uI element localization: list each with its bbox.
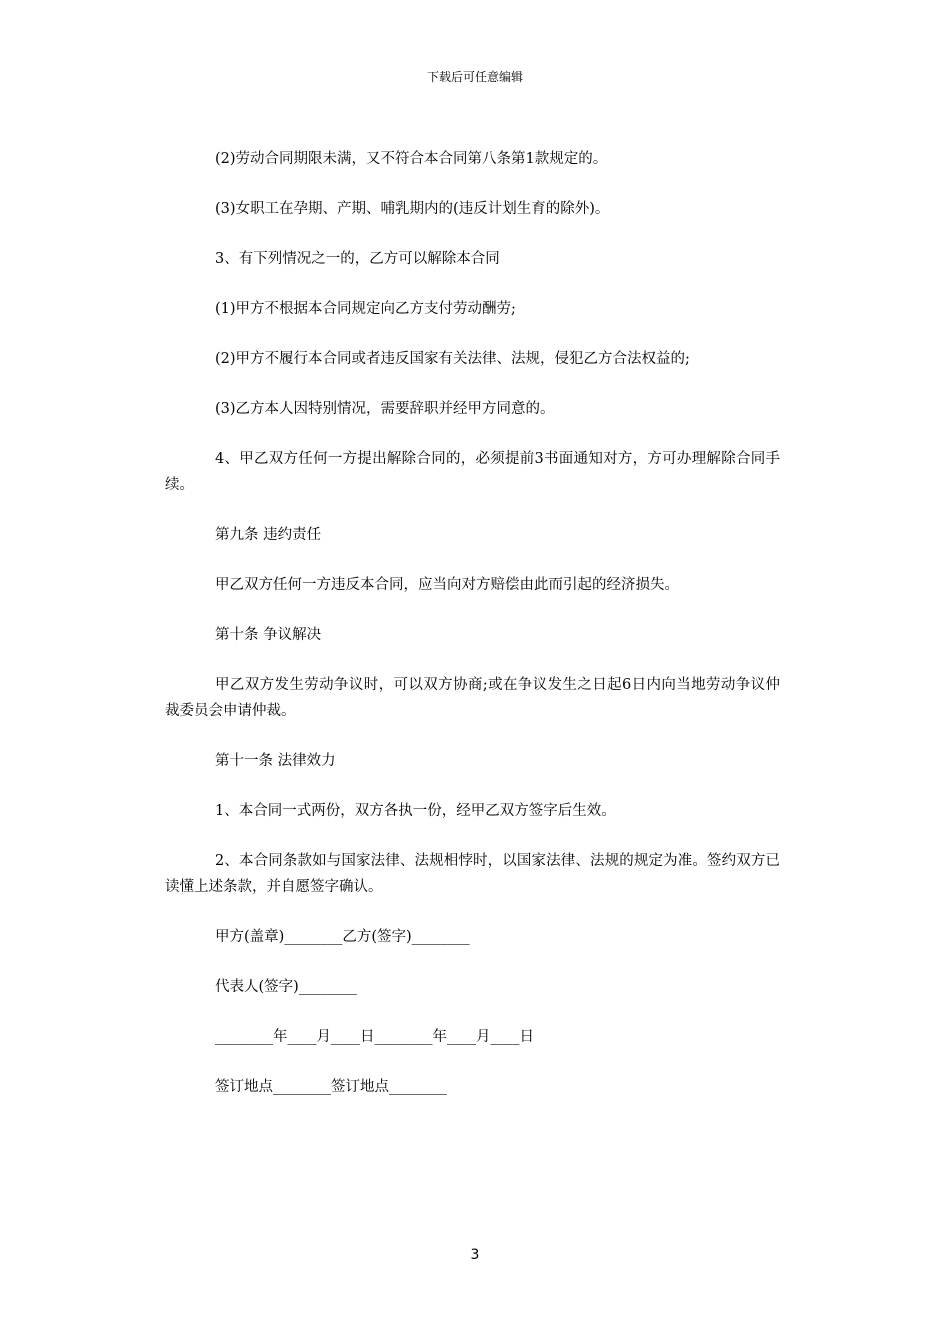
article-11-item-2: 2、本合同条款如与国家法律、法规相悖时，以国家法律、法规的规定为准。签约双方已读懂上述条款，并自愿签字确认。 xyxy=(165,853,780,895)
article-10-heading: 第十条 争议解决 xyxy=(215,627,322,643)
clause-3-heading: 3、有下列情况之一的，乙方可以解除本合同 xyxy=(215,251,500,267)
contract-body xyxy=(165,146,780,1124)
page-header: 下载后可任意编辑 xyxy=(426,70,523,84)
signature-party-line: 甲方(盖章)________乙方(签字)________ xyxy=(215,929,470,945)
clause-item-2: (2)劳动合同期限未满，又不符合本合同第八条第1款规定的。 xyxy=(215,151,608,167)
clause-3-item-1: (1)甲方不根据本合同规定向乙方支付劳动酬劳; xyxy=(215,301,516,317)
signature-representative-line: 代表人(签字)________ xyxy=(215,979,357,995)
article-11-item-1: 1、本合同一式两份，双方各执一份，经甲乙双方签字后生效。 xyxy=(215,803,616,819)
clause-item-3: (3)女职工在孕期、产期、哺乳期内的(违反计划生育的除外)。 xyxy=(215,201,610,217)
clause-3-item-3: (3)乙方本人因特别情况，需要辞职并经甲方同意的。 xyxy=(215,401,555,417)
article-10-text: 甲乙双方发生劳动争议时，可以双方协商;或在争议发生之日起6日内向当地劳动争议仲裁委员会申请仲裁。 xyxy=(165,677,780,719)
clause-4: 4、甲乙双方任何一方提出解除合同的，必须提前3书面通知对方，方可办理解除合同手续。 xyxy=(165,451,780,493)
article-9-heading: 第九条 违约责任 xyxy=(215,527,322,543)
signature-date-line: ________年____月____日________年____月____日 xyxy=(215,1029,534,1045)
article-9-text: 甲乙双方任何一方违反本合同，应当向对方赔偿由此而引起的经济损失。 xyxy=(215,577,679,593)
page-number: 3 xyxy=(470,1247,480,1263)
clause-3-item-2: (2)甲方不履行本合同或者违反国家有关法律、法规，侵犯乙方合法权益的; xyxy=(215,351,690,367)
article-11-heading: 第十一条 法律效力 xyxy=(215,753,336,769)
signature-location-line: 签订地点________签订地点________ xyxy=(215,1079,447,1095)
